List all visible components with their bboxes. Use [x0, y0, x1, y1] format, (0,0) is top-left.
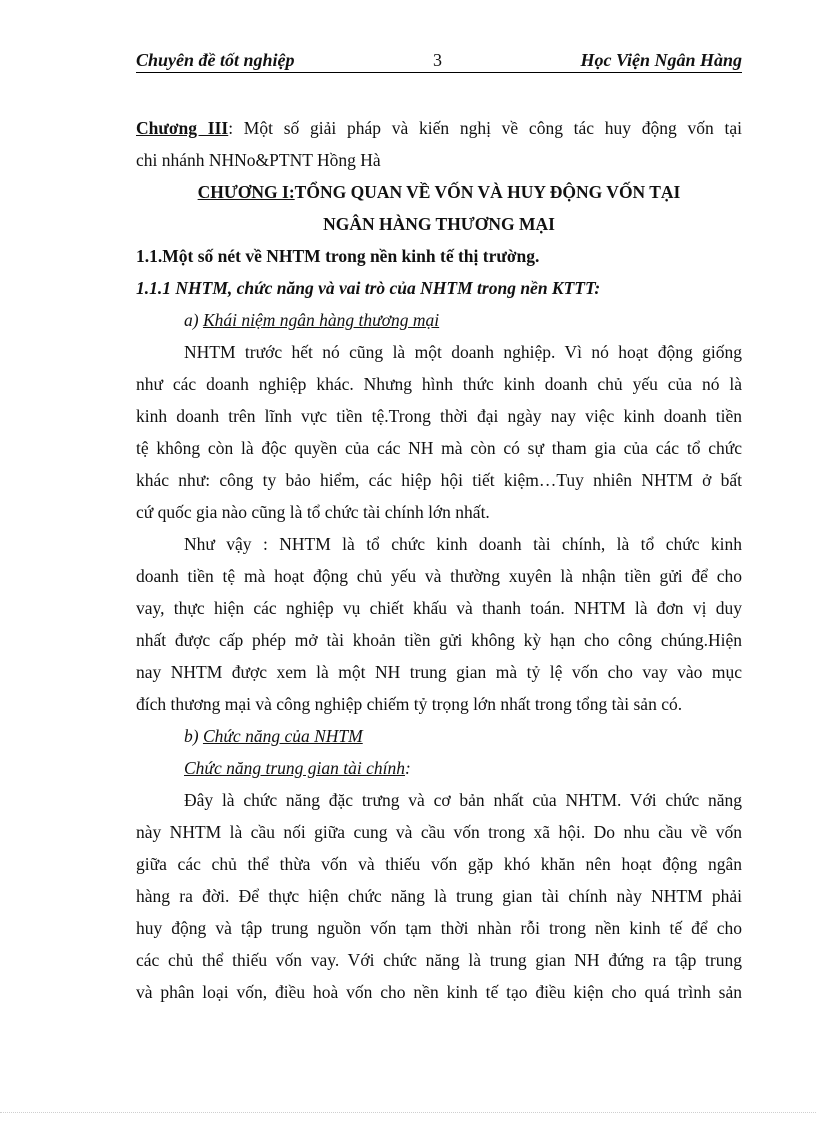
function-title-text: Chức năng trung gian tài chính: [184, 758, 405, 778]
subheading-b-title: Chức năng của NHTM: [202, 726, 363, 746]
page-number: 3: [433, 50, 442, 70]
header-left-title: Chuyên đề tốt nghiệp: [136, 50, 295, 70]
chapter1-title-line2: NGÂN HÀNG THƯƠNG MẠI: [323, 214, 555, 234]
page-header: [136, 48, 742, 73]
page-bottom-divider: [0, 1112, 816, 1113]
para3-line: Đây là chức năng đặc trưng và cơ bản nhất của NHTM. Với chức năng: [184, 790, 742, 810]
document-body: [136, 112, 742, 1008]
para3-line: huy động và tập trung nguồn vốn tạm thời nhàn rỗi trong nền kinh tế để cho: [136, 918, 742, 938]
para1-line: cứ quốc gia nào cũng là tổ chức tài chính lớn nhất.: [136, 502, 490, 522]
para1-line: tệ không còn là độc quyền của các NH mà còn có sự tham gia của các tổ chức: [136, 438, 742, 458]
para3-line: giữa các chủ thể thừa vốn và thiếu vốn gặp khó khăn nên hoạt động ngân: [136, 854, 742, 874]
para1-line: kinh doanh trên lĩnh vực tiền tệ.Trong thời đại ngày nay việc kinh doanh tiền: [136, 406, 742, 426]
para2-line: đích thương mại và công nghiệp chiếm tỷ trọng lớn nhất trong tổng tài sản có.: [136, 694, 683, 714]
subheading-b: [136, 720, 742, 752]
para2-line: vay, thực hiện các nghiệp vụ chiết khấu và thanh toán. NHTM là đơn vị duy: [136, 598, 742, 618]
function-title-colon: :: [405, 758, 411, 778]
chapter3-line2: chi nhánh NHNo&PTNT Hồng Hà: [136, 150, 381, 170]
para1-line: NHTM trước hết nó cũng là một doanh nghiệp. Vì nó hoạt động giống: [184, 342, 742, 362]
subheading-b-prefix: b): [184, 726, 203, 746]
para3-line: hàng ra đời. Để thực hiện chức năng là trung gian tài chính này NHTM phải: [136, 886, 742, 906]
chapter1-heading: [136, 176, 742, 208]
header-right-title: Học Viện Ngân Hàng: [580, 50, 742, 70]
function-title: [136, 752, 742, 784]
para2-line: nhất được cấp phép mở tài khoản tiền gửi không kỳ hạn cho công chúng.Hiện: [136, 630, 742, 650]
subheading-a-title: Khái niệm ngân hàng thương mại: [202, 310, 440, 330]
chapter1-label: CHƯƠNG I:: [197, 182, 295, 202]
para3-line: các chủ thể thiếu vốn vay. Với chức năng là trung gian NH đứng ra tập trung: [136, 950, 742, 970]
para1-line: như các doanh nghiệp khác. Nhưng hình thức kinh doanh chủ yếu của nó là: [136, 374, 742, 394]
subheading-a-prefix: a): [184, 310, 203, 330]
chapter3-text: : Một số giải pháp và kiến nghị về công tác huy động vốn tại: [228, 118, 742, 138]
chapter3-label: Chương III: [136, 118, 229, 138]
section-1-1-1-heading: 1.1.1 NHTM, chức năng và vai trò của NHTM trong nền KTTT:: [136, 278, 601, 298]
para2-line: Như vậy : NHTM là tổ chức kinh doanh tài chính, là tổ chức kinh: [184, 534, 742, 554]
chapter1-title-line1: TỔNG QUAN VỀ VỐN VÀ HUY ĐỘNG VỐN TẠI: [294, 182, 681, 202]
para3-line: và phân loại vốn, điều hoà vốn cho nền kinh tế tạo điều kiện cho quá trình sản: [136, 982, 742, 1002]
para2-line: nay NHTM được xem là một NH trung gian mà tỷ lệ vốn cho vay vào mục: [136, 662, 742, 682]
para3-line: này NHTM là cầu nối giữa cung và cầu vốn trong xã hội. Do nhu cầu về vốn: [136, 822, 742, 842]
chapter3-line1: [136, 112, 742, 144]
para2-line: doanh tiền tệ mà hoạt động chủ yếu và thường xuyên là nhận tiền gửi để cho: [136, 566, 742, 586]
subheading-a: [136, 304, 742, 336]
para1-line: khác như: công ty bảo hiểm, các hiệp hội tiết kiệm…Tuy nhiên NHTM ở bất: [136, 470, 742, 490]
section-1-1-heading: 1.1.Một số nét về NHTM trong nền kinh tế thị trường.: [136, 246, 540, 266]
